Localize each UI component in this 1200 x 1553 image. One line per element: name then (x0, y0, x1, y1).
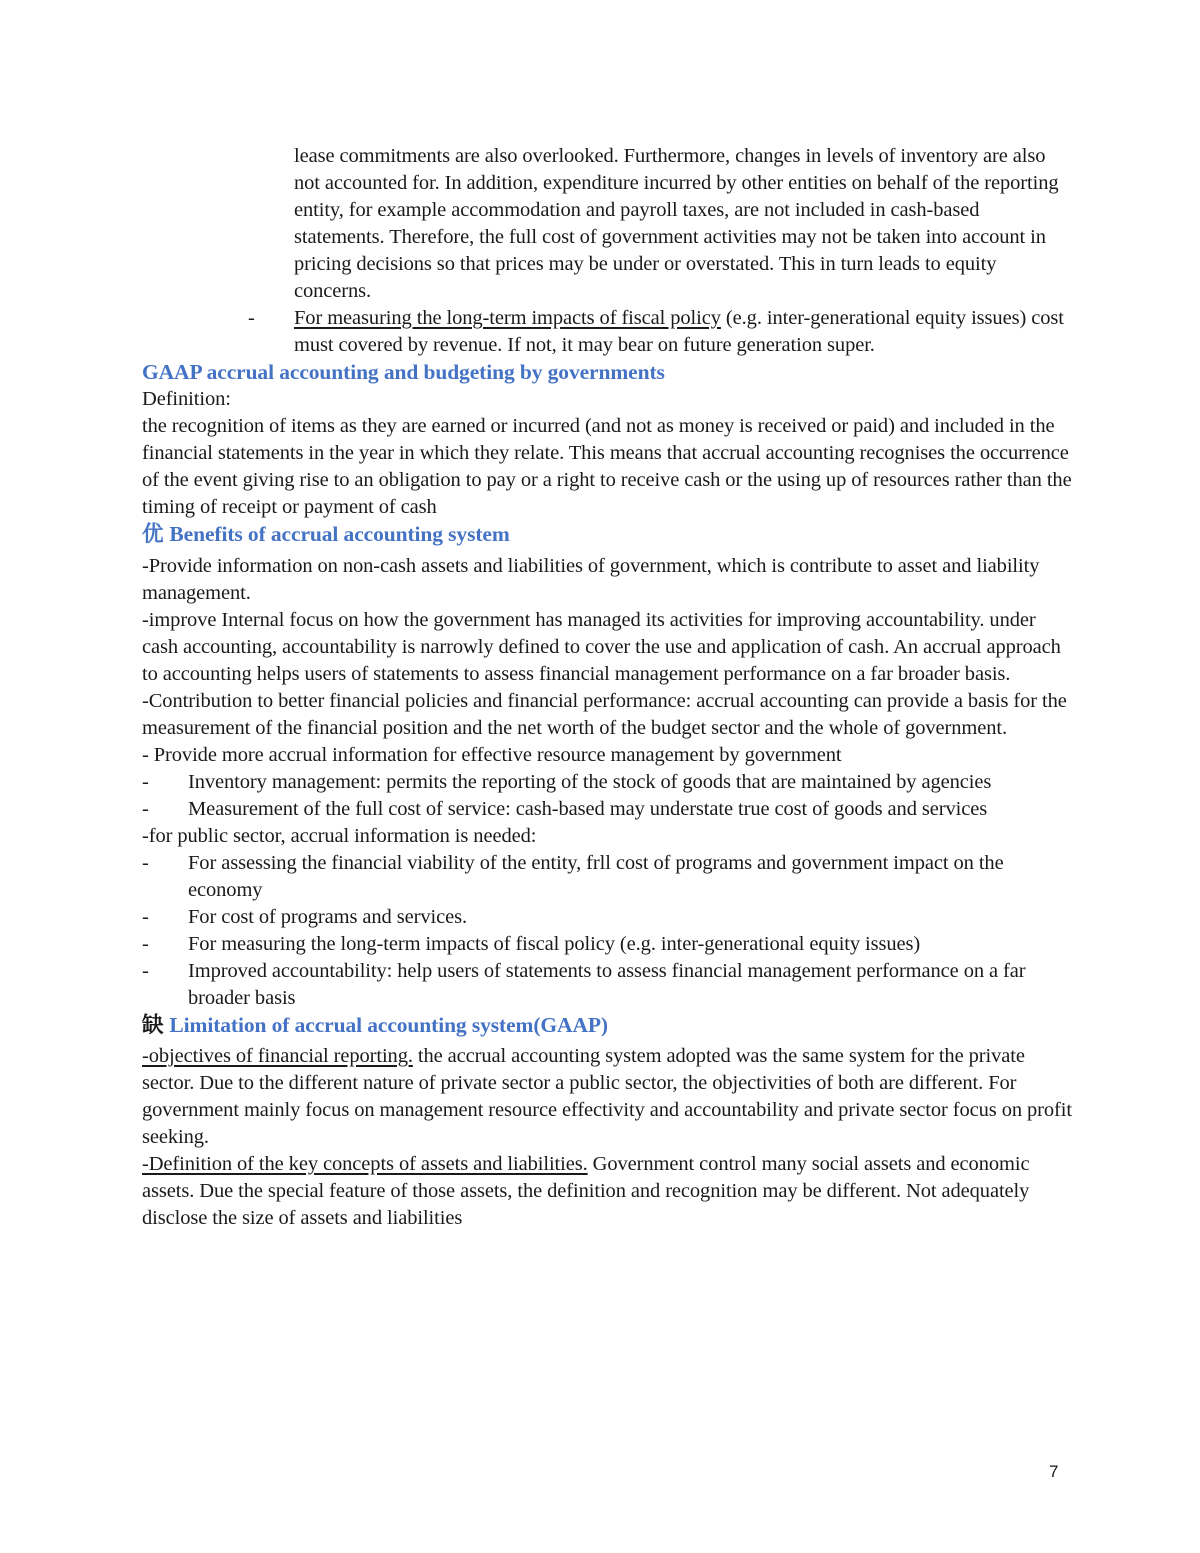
benefit-paragraph-3: -Contribution to better financial policies and financial performance: accrual accounting can provide a basis for the measurement of the financial position and the net worth of the budget sector and the whole of government. (142, 690, 1067, 739)
benefit-paragraph-2: -improve Internal focus on how the government has managed its activities for improving accountability. under cash accounting, accountability is narrowly defined to cover the use and application of cash. An accrual approach to accounting helps users of statements to assess financial management performance on a far broader basis. (142, 609, 1061, 685)
limitation-paragraph-2 (142, 1151, 1072, 1232)
limitation-paragraph-1 (142, 1043, 1072, 1151)
bullet-dash: - (248, 307, 255, 329)
list-item-text: For cost of programs and services. (188, 906, 467, 928)
limitation-1-text: the accrual accounting system adopted was the same system for the private sector. Due to the different nature of private sector a public sector, the objectivities of both are different. For government mainly focus on management resource effectivity and accountability and private sector focus on profit seeking. (142, 1045, 1072, 1148)
limitation-heading-char: 缺 (142, 1013, 164, 1038)
document-body (142, 143, 1072, 1232)
list-item (142, 904, 1072, 931)
list-item (142, 769, 1072, 796)
benefit-paragraph-1: -Provide information on non-cash assets and liabilities of government, which is contribute to asset and liability management. (142, 555, 1040, 604)
list-item-text: Improved accountability: help users of statements to assess financial management performance on a far broader basis (188, 960, 1026, 1009)
benefit-paragraph-4: - Provide more accrual information for effective resource management by government (142, 744, 842, 766)
benefits-heading-char: 优 (142, 522, 164, 547)
list-item-text: Inventory management: permits the reporting of the stock of goods that are maintained by agencies (188, 771, 992, 793)
bullet-dash: - (142, 960, 149, 982)
fiscal-policy-text: (e.g. inter-generational equity issues) cost must covered by revenue. If not, it may bear on future generation super. (294, 307, 1064, 356)
bullet-dash: - (142, 771, 149, 793)
list-item (142, 931, 1072, 958)
limitation-2-text: Government control many social assets and economic assets. Due the special feature of those assets, the definition and recognition may be different. Not adequately disclose the size of assets and liabilities (142, 1153, 1030, 1229)
gaap-heading: GAAP accrual accounting and budgeting by governments (142, 360, 665, 384)
continuation-paragraph: lease commitments are also overlooked. Furthermore, changes in levels of inventory are also not accounted for. In addition, expenditure incurred by other entities on behalf of the reporting entity, for example accommodation and payroll taxes, are not included in cash-based statements. Therefore, the full cost of government activities may not be taken into account in pricing decisions so that prices may be under or overstated. This in turn leads to equity concerns. (294, 145, 1059, 302)
list-item (142, 958, 1072, 1012)
limitation-1-underlined: -objectives of financial reporting. (142, 1045, 413, 1067)
fiscal-policy-item (142, 305, 1072, 359)
benefit-paragraph-5: -for public sector, accrual information is needed: (142, 825, 537, 847)
list-item-text: For measuring the long-term impacts of fiscal policy (e.g. inter-generational equity issues) (188, 933, 921, 955)
bullet-dash: - (142, 933, 149, 955)
list-item-text: Measurement of the full cost of service: cash-based may understate true cost of goods and services (188, 798, 988, 820)
definition-text: the recognition of items as they are earned or incurred (and not as money is received or paid) and included in the financial statements in the year in which they relate. This means that accrual accounting recognises the occurrence of the event giving rise to an obligation to pay or a right to receive cash or the using up of resources rather than the timing of receipt or payment of cash (142, 415, 1072, 518)
limitation-heading (142, 1012, 1072, 1039)
bullet-dash: - (142, 906, 149, 928)
list-item (142, 850, 1072, 904)
page-number: 7 (1049, 1462, 1059, 1481)
list-item (142, 796, 1072, 823)
benefits-heading-text: Benefits of accrual accounting system (169, 522, 510, 546)
list-item-text: For assessing the financial viability of the entity, frll cost of programs and government impact on the economy (188, 852, 1004, 901)
definition-label: Definition: (142, 388, 231, 410)
limitation-heading-text: Limitation of accrual accounting system(GAAP) (169, 1013, 608, 1037)
bullet-dash: - (142, 798, 149, 820)
fiscal-policy-underlined: For measuring the long-term impacts of fiscal policy (294, 307, 721, 329)
limitation-2-underlined: -Definition of the key concepts of assets and liabilities. (142, 1153, 588, 1175)
bullet-dash: - (142, 852, 149, 874)
benefits-heading (142, 521, 1072, 548)
